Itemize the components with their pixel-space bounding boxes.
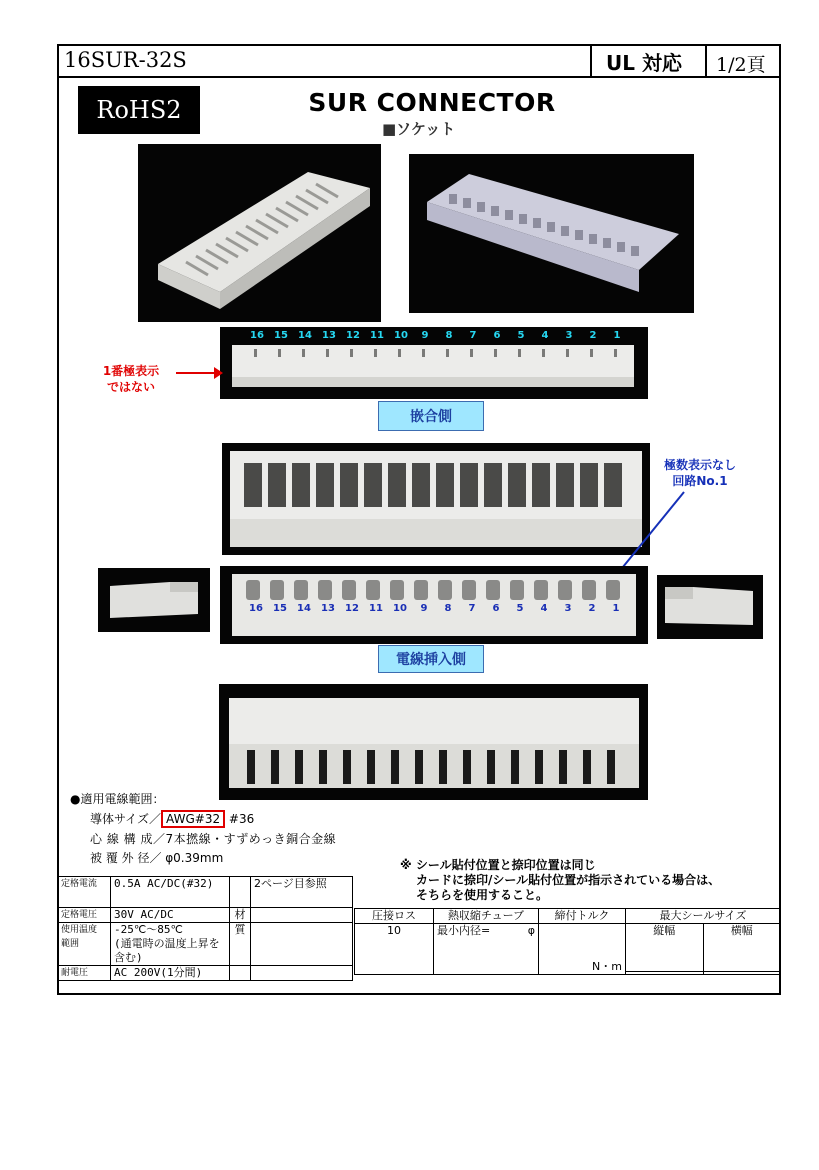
cover-diameter: 被 覆 外 径／ φ0.39mm: [90, 851, 224, 865]
material-label: 質: [230, 923, 251, 966]
torque-header: 締付トルク: [539, 909, 626, 924]
rohs-badge: RoHS2: [78, 86, 200, 134]
connector-side-view-left: [98, 568, 210, 632]
torque-value: N・m: [539, 924, 626, 975]
pin-number: 10: [393, 603, 407, 614]
material-cell: [251, 966, 353, 981]
note-line: 回路No.1: [672, 474, 728, 488]
rated-voltage-label: 定格電圧: [58, 908, 111, 923]
seal-height-value: [626, 971, 704, 974]
connector-photo-front-angle: [138, 144, 381, 322]
connector-bottom-view: [219, 684, 648, 800]
seal-width-value: [703, 971, 781, 974]
material-label: 材: [230, 908, 251, 923]
pin-number: 6: [493, 330, 501, 341]
conductor-size-prefix: 導体サイズ／: [90, 812, 162, 826]
pin-number: 14: [297, 603, 311, 614]
part-number: 16SUR-32S: [64, 48, 187, 72]
conductor-size-suffix: #36: [225, 812, 255, 826]
note-line: 極数表示なし: [663, 458, 736, 472]
core-construction: 心 線 構 成／7本撚線・すずめっき銅合金線: [90, 832, 337, 846]
ul-compliance: UL 対応: [606, 51, 682, 75]
pin-number: 10: [394, 330, 408, 341]
pin-number: 11: [370, 330, 384, 341]
pin-number: 15: [274, 330, 288, 341]
pin-number: 1: [613, 330, 621, 341]
phi-unit: φ: [527, 924, 535, 937]
no-pin-count-note: [650, 457, 750, 489]
pin1-mark-note: [86, 363, 176, 395]
pin-number: 4: [541, 330, 549, 341]
pin-number: 15: [273, 603, 287, 614]
pin-number: 2: [589, 330, 597, 341]
process-table: [354, 908, 781, 975]
withstand-voltage-value: AC 200V(1分間): [111, 966, 230, 981]
pin-number: 6: [492, 603, 500, 614]
temperature-label-line: 使用温度: [61, 925, 98, 935]
page2-reference: 2ページ目参照: [251, 877, 353, 908]
pin-number-row-bottom: [244, 603, 628, 614]
material-cell: [251, 923, 353, 966]
pin-number: 7: [468, 603, 476, 614]
note-line: ではない: [106, 380, 155, 394]
pin-number: 3: [564, 603, 572, 614]
material-cell: [251, 908, 353, 923]
pin-number: 12: [346, 330, 360, 341]
note-line: カードに捺印/シール貼付位置が指示されている場合は、: [416, 873, 721, 887]
pin-number: 8: [444, 603, 452, 614]
arrow-right-icon: [176, 366, 224, 380]
pin-number: 16: [249, 603, 263, 614]
seal-position-note: [400, 858, 720, 903]
header-divider: [57, 76, 781, 78]
pin-number: 3: [565, 330, 573, 341]
pin-number-row-top: [245, 330, 629, 341]
connector-photo-rear-angle: [409, 154, 694, 313]
wire-insertion-side-label: 電線挿入側: [378, 645, 484, 673]
pin-number: 5: [517, 330, 525, 341]
temperature-value: [111, 923, 230, 966]
note-line: そちらを使用すること。: [416, 888, 549, 902]
pin-number: 1: [612, 603, 620, 614]
note-line: ※ シール貼付位置と捺印位置は同じ: [400, 858, 596, 872]
temperature-label: [58, 923, 111, 966]
withstand-voltage-label: 耐電圧: [58, 966, 111, 981]
temperature-label-line: 範囲: [61, 939, 80, 949]
conductor-size: [90, 810, 254, 827]
shrink-tube-header: 熱収縮チューブ: [434, 909, 539, 924]
header-separator: [590, 44, 592, 78]
seal-height-header: 縦幅: [626, 924, 704, 972]
material-spacer: [230, 877, 251, 908]
page-number: 1/2頁: [716, 54, 766, 76]
min-inner-diameter-label: 最小内径=: [437, 924, 491, 937]
pin-number: 7: [469, 330, 477, 341]
rated-current-label: 定格電流: [58, 877, 111, 908]
pin-number: 5: [516, 603, 524, 614]
pin-number: 14: [298, 330, 312, 341]
pin-number: 2: [588, 603, 596, 614]
temperature-range: -25℃～85℃: [114, 923, 183, 936]
seal-width-header: 横幅: [703, 924, 781, 972]
pin-number: 11: [369, 603, 383, 614]
pin-number: 9: [420, 603, 428, 614]
connector-front-view: [222, 443, 650, 555]
pin-number: 16: [250, 330, 264, 341]
crimp-loss-value: 10: [355, 924, 434, 975]
spec-table: [57, 876, 353, 981]
pin-number: 12: [345, 603, 359, 614]
pin-number: 13: [321, 603, 335, 614]
rated-current-value: 0.5A AC/DC(#32): [111, 877, 230, 908]
rated-voltage-value: 30V AC/DC: [111, 908, 230, 923]
pin-number: 9: [421, 330, 429, 341]
awg-highlight: AWG#32: [161, 810, 225, 828]
document-subtitle: ■ソケット: [382, 120, 456, 138]
document-title: SUR CONNECTOR: [308, 88, 556, 117]
shrink-tube-value: [434, 924, 539, 975]
wire-range-heading: ●適用電線範囲：: [70, 792, 165, 806]
pin-number: 8: [445, 330, 453, 341]
note-line: 1番極表示: [102, 364, 160, 378]
crimp-loss-header: 圧接ロス: [355, 909, 434, 924]
pin-number: 13: [322, 330, 336, 341]
pin-number: 4: [540, 603, 548, 614]
material-spacer: [230, 966, 251, 981]
temperature-note: (通電時の温度上昇を含む): [114, 937, 220, 964]
max-seal-size-header: 最大シールサイズ: [626, 909, 781, 924]
connector-side-view-right: [657, 575, 763, 639]
header-separator: [705, 44, 707, 78]
mating-side-label: 嵌合側: [378, 401, 484, 431]
